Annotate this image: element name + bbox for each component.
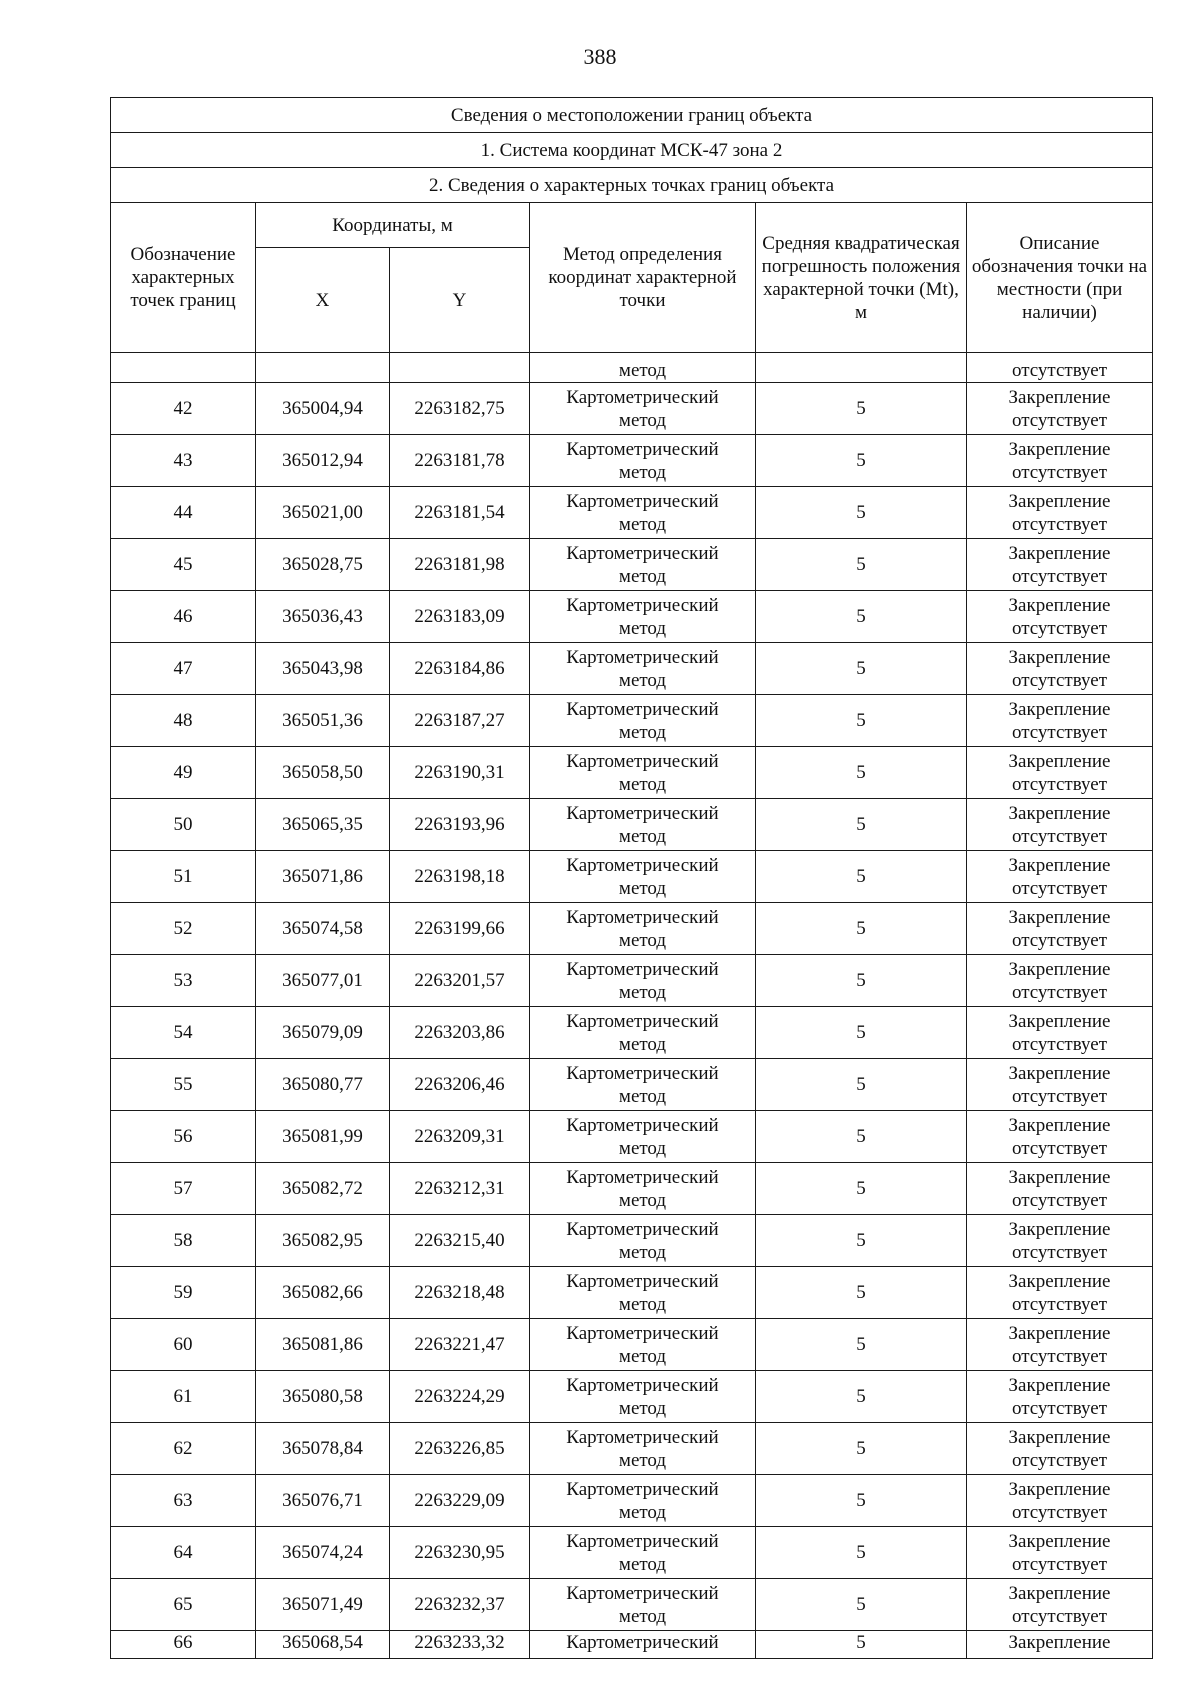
method [530,695,756,747]
coord-y: 2263212,31 [390,1163,530,1215]
method-line-2: метод [618,1345,667,1367]
coord-x: 365021,00 [256,487,390,539]
point-number: 48 [111,695,256,747]
method [530,799,756,851]
table-row [111,747,1153,799]
coord-y: 2263198,18 [390,851,530,903]
error-value: 5 [756,747,967,799]
coord-x: 365078,84 [256,1423,390,1475]
description [967,1319,1153,1371]
coord-y: 2263201,57 [390,955,530,1007]
description-line-2: отсутствует [1011,825,1108,847]
carry-over-y [390,353,530,383]
method-line-1: Картометрический [566,594,719,616]
description-line-2: отсутствует [1011,1397,1108,1419]
table-row [111,1423,1153,1475]
method-line-2: метод [618,1449,667,1471]
method [530,1163,756,1215]
section-title: 2. Сведения о характерных точках границ объекта [111,168,1153,203]
header-point: Обозначение характерных точек границ [111,203,256,353]
method-line-2: метод [618,721,667,743]
description [967,903,1153,955]
error-value: 5 [756,383,967,435]
description [967,799,1153,851]
method-line-2: метод [618,617,667,639]
coord-x: 365051,36 [256,695,390,747]
description [967,1267,1153,1319]
coord-x: 365080,77 [256,1059,390,1111]
description [967,591,1153,643]
method-line-1: Картометрический [566,1322,719,1344]
header-x: X [256,248,390,353]
description-line-1: Закрепление [1008,1322,1111,1344]
method-line-1: Картометрический [566,698,719,720]
description-line-2: отсутствует [1011,1241,1108,1263]
description [967,435,1153,487]
coord-x: 365079,09 [256,1007,390,1059]
point-number: 59 [111,1267,256,1319]
description-line-1: Закрепление [1008,646,1111,668]
method-line-1: Картометрический [566,386,719,408]
error-value: 5 [756,1423,967,1475]
point-number: 56 [111,1111,256,1163]
error-value: 5 [756,903,967,955]
carry-over-description: отсутствует [967,353,1153,383]
method-line-2: метод [618,1397,667,1419]
boundary-points-table [110,97,1153,1659]
method-line-1: Картометрический [566,958,719,980]
coord-y: 2263224,29 [390,1371,530,1423]
table-row [111,591,1153,643]
method [530,1007,756,1059]
description-line-1: Закрепление [1008,1166,1111,1188]
method [530,383,756,435]
description [967,1007,1153,1059]
method-line-2: метод [618,669,667,691]
description-line-1: Закрепление [1008,1426,1111,1448]
coord-x: 365058,50 [256,747,390,799]
point-number: 55 [111,1059,256,1111]
point-number: 51 [111,851,256,903]
point-number: 44 [111,487,256,539]
method-line-1: Картометрический [566,490,719,512]
method [530,1111,756,1163]
coord-y: 2263215,40 [390,1215,530,1267]
method-line-2: метод [618,825,667,847]
table-row [111,539,1153,591]
header-error: Средняя квадратическая погрешность положения характерной точки (Mt), м [756,203,967,353]
table-row [111,1007,1153,1059]
table-row [111,851,1153,903]
method-line-1: Картометрический [566,646,719,668]
description-line-2: отсутствует [1011,617,1108,639]
description-line-1: Закрепление [1008,854,1111,876]
coord-y: 2263199,66 [390,903,530,955]
table-row [111,1163,1153,1215]
header-method: Метод определения координат характерной точки [530,203,756,353]
error-value: 5 [756,1631,967,1659]
table-row [111,1319,1153,1371]
method-line-2: метод [618,1501,667,1523]
coord-y: 2263181,54 [390,487,530,539]
description-line-2: отсутствует [1011,409,1108,431]
method: Картометрический [530,1631,756,1659]
description-line-2: отсутствует [1011,929,1108,951]
table-row [111,1111,1153,1163]
coord-x: 365071,86 [256,851,390,903]
error-value: 5 [756,487,967,539]
table-row [111,1631,1153,1659]
error-value: 5 [756,1527,967,1579]
description-line-2: отсутствует [1011,1033,1108,1055]
method-line-2: метод [618,877,667,899]
method-line-1: Картометрический [566,1166,719,1188]
coord-x: 365081,99 [256,1111,390,1163]
description-line-1: Закрепление [1008,1270,1111,1292]
method [530,1579,756,1631]
description-line-2: отсутствует [1011,461,1108,483]
method-line-1: Картометрический [566,1010,719,1032]
coord-x: 365081,86 [256,1319,390,1371]
table-row [111,695,1153,747]
method-line-1: Картометрический [566,438,719,460]
coord-y: 2263230,95 [390,1527,530,1579]
description-line-2: отсутствует [1011,981,1108,1003]
description-line-2: отсутствует [1011,1293,1108,1315]
method-line-2: метод [618,513,667,535]
table-title: Сведения о местоположении границ объекта [111,98,1153,133]
table-row [111,1215,1153,1267]
coord-x: 365080,58 [256,1371,390,1423]
point-number: 65 [111,1579,256,1631]
table-row [111,487,1153,539]
coord-x: 365076,71 [256,1475,390,1527]
coord-y: 2263221,47 [390,1319,530,1371]
description-line-2: отсутствует [1011,1137,1108,1159]
method-line-1: Картометрический [566,1270,719,1292]
method-line-1: Картометрический [566,750,719,772]
point-number: 46 [111,591,256,643]
coord-y: 2263203,86 [390,1007,530,1059]
coord-y: 2263226,85 [390,1423,530,1475]
description-line-1: Закрепление [1008,1062,1111,1084]
table-row [111,383,1153,435]
point-number: 49 [111,747,256,799]
method-line-1: Картометрический [566,1114,719,1136]
description [967,851,1153,903]
description-line-2: отсутствует [1011,1345,1108,1367]
method-line-1: Картометрический [566,1426,719,1448]
description-line-2: отсутствует [1011,565,1108,587]
table-row [111,1267,1153,1319]
method-line-1: Картометрический [566,1530,719,1552]
error-value: 5 [756,1215,967,1267]
coord-y: 2263233,32 [390,1631,530,1659]
method-line-1: Картометрический [566,1478,719,1500]
description-line-1: Закрепление [1008,1114,1111,1136]
error-value: 5 [756,435,967,487]
coord-x: 365043,98 [256,643,390,695]
description-line-1: Закрепление [1008,1374,1111,1396]
description-line-1: Закрепление [1008,802,1111,824]
method-line-2: метод [618,461,667,483]
error-value: 5 [756,1475,967,1527]
description [967,1111,1153,1163]
coord-y: 2263181,98 [390,539,530,591]
error-value: 5 [756,955,967,1007]
error-value: 5 [756,1319,967,1371]
table-row [111,955,1153,1007]
description-line-2: отсутствует [1011,1189,1108,1211]
method-line-2: метод [618,1241,667,1263]
coord-x: 365071,49 [256,1579,390,1631]
coord-y: 2263206,46 [390,1059,530,1111]
method [530,1319,756,1371]
method-line-1: Картометрический [566,802,719,824]
description [967,487,1153,539]
table-row [111,1579,1153,1631]
method [530,747,756,799]
method [530,1267,756,1319]
method-line-1: Картометрический [566,1582,719,1604]
coord-y: 2263229,09 [390,1475,530,1527]
carry-over-error [756,353,967,383]
method-line-2: метод [618,1293,667,1315]
description: Закрепление [967,1631,1153,1659]
carry-over-point [111,353,256,383]
method-line-1: Картометрический [566,542,719,564]
method-line-1: Картометрический [566,1374,719,1396]
table-row [111,1059,1153,1111]
description-line-1: Закрепление [1008,1530,1111,1552]
coord-y: 2263183,09 [390,591,530,643]
method [530,591,756,643]
header-y: Y [390,248,530,353]
description-line-1: Закрепление [1008,750,1111,772]
method-line-2: метод [618,1137,667,1159]
description [967,1475,1153,1527]
coord-x: 365065,35 [256,799,390,851]
method [530,1059,756,1111]
coord-y: 2263218,48 [390,1267,530,1319]
error-value: 5 [756,591,967,643]
coordinate-system: 1. Система координат МСК-47 зона 2 [111,133,1153,168]
method-line-2: метод [618,1033,667,1055]
description-line-1: Закрепление [1008,438,1111,460]
error-value: 5 [756,1059,967,1111]
method-line-1: Картометрический [566,906,719,928]
method-line-2: метод [618,929,667,951]
coord-x: 365036,43 [256,591,390,643]
description [967,1059,1153,1111]
coord-y: 2263184,86 [390,643,530,695]
error-value: 5 [756,851,967,903]
description-line-1: Закрепление [1008,1010,1111,1032]
description-line-2: отсутствует [1011,1085,1108,1107]
error-value: 5 [756,1579,967,1631]
carry-over-method: метод [530,353,756,383]
table-row [111,435,1153,487]
error-value: 5 [756,1371,967,1423]
description-line-1: Закрепление [1008,958,1111,980]
description-line-2: отсутствует [1011,1605,1108,1627]
coord-y: 2263232,37 [390,1579,530,1631]
table-row [111,1371,1153,1423]
description [967,747,1153,799]
method-line-1: Картометрический [566,1218,719,1240]
method-line-2: метод [618,1553,667,1575]
point-number: 54 [111,1007,256,1059]
carry-over-x [256,353,390,383]
point-number: 47 [111,643,256,695]
coord-x: 365074,58 [256,903,390,955]
method [530,539,756,591]
table-row [111,903,1153,955]
description-line-1: Закрепление [1008,1478,1111,1500]
method [530,955,756,1007]
method [530,1215,756,1267]
method [530,851,756,903]
method-line-2: метод [618,565,667,587]
error-value: 5 [756,1111,967,1163]
description-line-2: отсутствует [1011,1501,1108,1523]
description-line-2: отсутствует [1011,877,1108,899]
error-value: 5 [756,799,967,851]
point-number: 64 [111,1527,256,1579]
method-line-2: метод [618,1085,667,1107]
method [530,1527,756,1579]
description-line-1: Закрепление [1008,1582,1111,1604]
method [530,487,756,539]
coord-y: 2263190,31 [390,747,530,799]
point-number: 60 [111,1319,256,1371]
coord-x: 365028,75 [256,539,390,591]
coord-y: 2263193,96 [390,799,530,851]
method-line-2: метод [618,773,667,795]
coord-y: 2263209,31 [390,1111,530,1163]
description [967,539,1153,591]
description-line-2: отсутствует [1011,721,1108,743]
description-line-1: Закрепление [1008,542,1111,564]
method [530,435,756,487]
method-line-2: метод [618,1189,667,1211]
table-row [111,1527,1153,1579]
point-number: 66 [111,1631,256,1659]
point-number: 45 [111,539,256,591]
page-number: 388 [583,44,617,69]
description [967,1579,1153,1631]
description [967,383,1153,435]
coord-x: 365074,24 [256,1527,390,1579]
method-line-2: метод [618,981,667,1003]
header-description: Описание обозначения точки на местности (при наличии) [967,203,1153,353]
description-line-1: Закрепление [1008,906,1111,928]
description-line-2: отсутствует [1011,1449,1108,1471]
description [967,955,1153,1007]
description-line-1: Закрепление [1008,594,1111,616]
point-number: 53 [111,955,256,1007]
point-number: 61 [111,1371,256,1423]
description [967,643,1153,695]
method-line-2: метод [618,1605,667,1627]
description [967,1371,1153,1423]
description-line-1: Закрепление [1008,490,1111,512]
coord-y: 2263187,27 [390,695,530,747]
error-value: 5 [756,1163,967,1215]
point-number: 57 [111,1163,256,1215]
method [530,643,756,695]
description-line-1: Закрепление [1008,698,1111,720]
header-coords: Координаты, м [256,203,530,248]
error-value: 5 [756,1267,967,1319]
coord-x: 365082,95 [256,1215,390,1267]
description-line-1: Закрепление [1008,386,1111,408]
method-line-1: Картометрический [566,1062,719,1084]
point-number: 63 [111,1475,256,1527]
table-row [111,1475,1153,1527]
coord-x: 365082,72 [256,1163,390,1215]
point-number: 50 [111,799,256,851]
description [967,1215,1153,1267]
table-row [111,799,1153,851]
point-number: 52 [111,903,256,955]
point-number: 58 [111,1215,256,1267]
description-line-2: отсутствует [1011,669,1108,691]
method-line-2: метод [618,409,667,431]
method [530,903,756,955]
method-line-1: Картометрический [566,854,719,876]
coord-y: 2263182,75 [390,383,530,435]
description-line-1: Закрепление [1008,1218,1111,1240]
method [530,1371,756,1423]
coord-x: 365004,94 [256,383,390,435]
error-value: 5 [756,643,967,695]
coord-y: 2263181,78 [390,435,530,487]
coord-x: 365077,01 [256,955,390,1007]
error-value: 5 [756,695,967,747]
point-number: 62 [111,1423,256,1475]
coord-x: 365082,66 [256,1267,390,1319]
description [967,1527,1153,1579]
error-value: 5 [756,1007,967,1059]
description-line-2: отсутствует [1011,1553,1108,1575]
description-line-2: отсутствует [1011,513,1108,535]
description [967,1423,1153,1475]
point-number: 43 [111,435,256,487]
method [530,1475,756,1527]
table-row [111,643,1153,695]
description-line-2: отсутствует [1011,773,1108,795]
point-number: 42 [111,383,256,435]
description [967,1163,1153,1215]
coord-x: 365012,94 [256,435,390,487]
description [967,695,1153,747]
error-value: 5 [756,539,967,591]
method [530,1423,756,1475]
coord-x: 365068,54 [256,1631,390,1659]
